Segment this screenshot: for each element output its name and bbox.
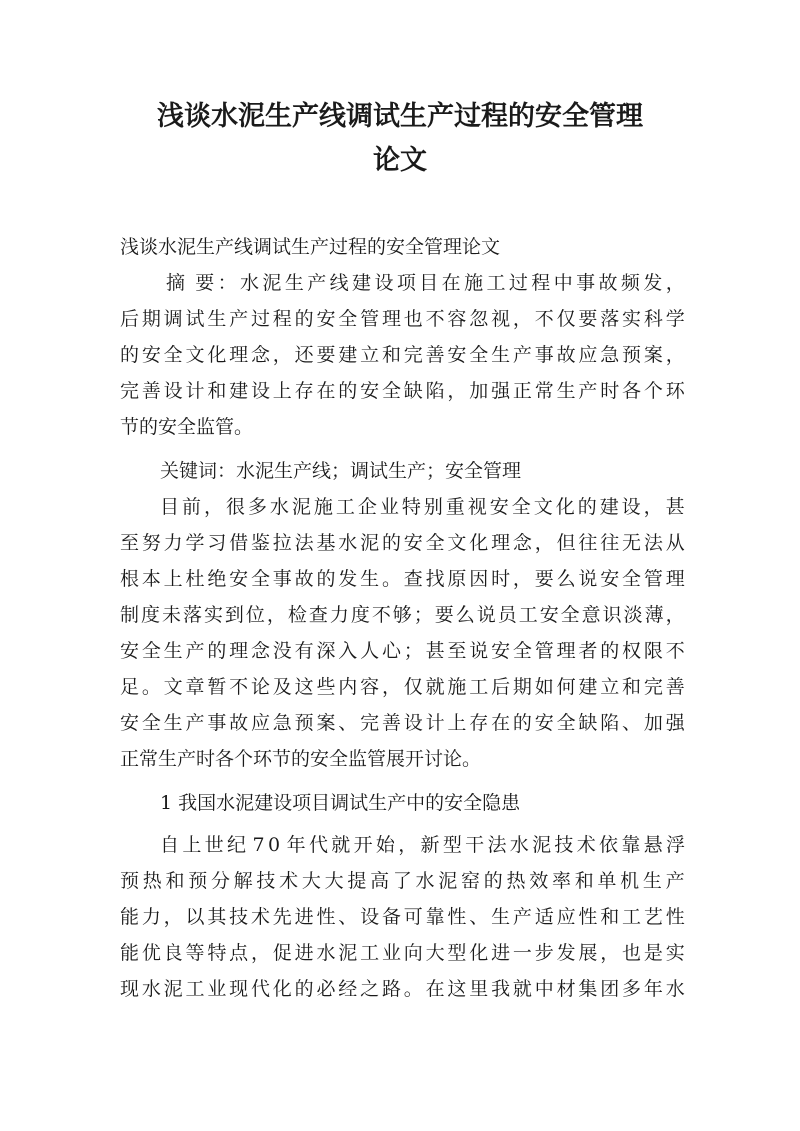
document-title-line2: 论文 (373, 145, 427, 176)
abstract-line: 摘 要 ： 水 泥 生 产 线 建 设 项 目 在 施 工 过 程 中 事 故 频 发 ， (166, 272, 685, 294)
body-line: 目 前 ， 很 多 水 泥 施 工 企 业 特 别 重 视 安 全 文 化 的 建 设 ， 甚 (160, 496, 685, 518)
body-line: 至 努 力 学 习 借 鉴 拉 法 基 水 泥 的 安 全 文 化 理 念 ， 但 往 往 无 法 从 (120, 532, 685, 554)
keywords-line: 关键词：水泥生产线；调试生产；安全管理 (160, 460, 522, 482)
body-line: 正常生产时各个环节的安全监管展开讨论。 (120, 748, 482, 770)
subtitle-line: 浅谈水泥生产线调试生产过程的安全管理论文 (120, 236, 501, 258)
body-line: 根 本 上 杜 绝 安 全 事 故 的 发 生 。 查 找 原 因 时 ， 要 么 说 安 全 管 理 (120, 568, 685, 590)
body-line: 自 上 世 纪 7 0 年 代 就 开 始 ， 新 型 干 法 水 泥 技 术 依 靠 悬 浮 (160, 834, 685, 856)
body-line: 安 全 生 产 事 故 应 急 预 案 、 完 善 设 计 上 存 在 的 安 全 缺 陷 、 加 强 (120, 712, 685, 734)
body-line: 后 期 调 试 生 产 过 程 的 安 全 管 理 也 不 容 忽 视 ， 不 仅 要 落 实 科 学 (120, 308, 685, 330)
body-line: 安 全 生 产 的 理 念 没 有 深 入 人 心 ； 甚 至 说 安 全 管 理 者 的 权 限 不 (120, 640, 685, 662)
body-line: 完 善 设 计 和 建 设 上 存 在 的 安 全 缺 陷 ， 加 强 正 常 生 产 时 各 个 环 (120, 380, 685, 402)
body-line: 能 力 ， 以 其 技 术 先 进 性 、 设 备 可 靠 性 、 生 产 适 应 性 和 工 艺 性 (120, 906, 685, 928)
document-title-line1: 浅谈水泥生产线调试生产过程的安全管理 (157, 101, 643, 132)
body-line: 足 。 文 章 暂 不 论 及 这 些 内 容 ， 仅 就 施 工 后 期 如 何 建 立 和 完 善 (120, 676, 685, 698)
body-line: 节的安全监管。 (120, 416, 254, 438)
section-heading: 1 我国水泥建设项目调试生产中的安全隐患 (160, 792, 521, 814)
body-line: 的 安 全 文 化 理 念 ， 还 要 建 立 和 完 善 安 全 生 产 事 故 应 急 预 案 ， (120, 344, 685, 366)
body-line: 现 水 泥 工 业 现 代 化 的 必 经 之 路 。 在 这 里 我 就 中 材 集 团 多 年 水 (120, 978, 685, 1000)
body-line: 制 度 未 落 实 到 位 ， 检 查 力 度 不 够 ； 要 么 说 员 工 安 全 意 识 淡 薄 ， (120, 604, 685, 626)
body-line: 预 热 和 预 分 解 技 术 大 大 提 高 了 水 泥 窑 的 热 效 率 和 单 机 生 产 (120, 870, 685, 892)
body-line: 能 优 良 等 特 点 ， 促 进 水 泥 工 业 向 大 型 化 进 一 步 发 展 ， 也 是 实 (120, 942, 685, 964)
